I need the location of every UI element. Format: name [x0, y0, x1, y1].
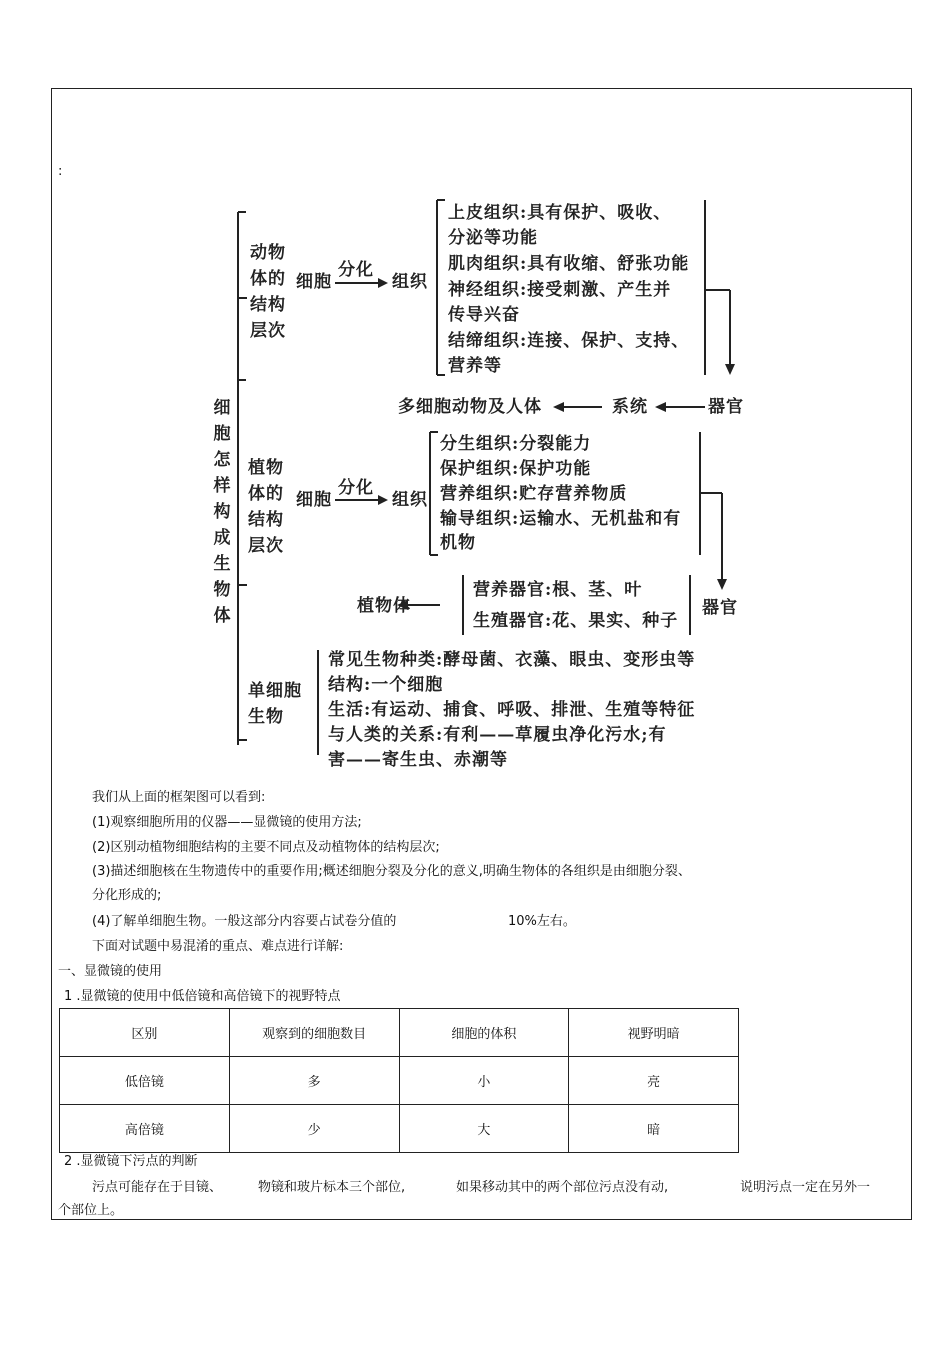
animal-tissue-line: 传导兴奋	[448, 305, 520, 325]
table-header-cell: 区别	[60, 1009, 230, 1057]
next-line: 下面对试题中易混淆的重点、难点进行详解:	[92, 939, 344, 954]
section-heading: 一、显微镜的使用	[58, 964, 163, 979]
table-header-cell: 细胞的体积	[399, 1009, 569, 1057]
point-3-cont: 分化形成的;	[92, 888, 162, 903]
plant-label: 植物体的结构层次	[248, 458, 284, 556]
plant-organ-line: 营养器官:根、茎、叶	[473, 580, 643, 600]
paragraph-part: 说明污点一定在另外一	[740, 1180, 871, 1195]
animal-label: 动物体的结构层次	[250, 243, 286, 341]
point-3: (3)描述细胞核在生物遗传中的重要作用;概述细胞分裂及分化的意义,明确生物体的各组织是由细胞分裂、	[92, 864, 691, 879]
plant-cell: 细胞	[296, 490, 332, 510]
animal-tissue-line: 营养等	[448, 356, 502, 376]
table-cell: 多	[229, 1057, 399, 1105]
table-header-cell: 视野明暗	[569, 1009, 739, 1057]
plant-organ-line: 生殖器官:花、果实、种子	[473, 611, 679, 631]
single-cell-line: 常见生物种类:酵母菌、衣藻、眼虫、变形虫等	[328, 650, 696, 670]
animal-tissue-line: 神经组织:接受刺激、产生并	[448, 280, 672, 300]
single-cell-line: 与人类的关系:有利——草履虫净化污水;有	[328, 725, 667, 745]
plant-result: 植物体	[357, 596, 411, 616]
plant-tissue-line: 机物	[440, 533, 476, 553]
point-4-value: 10%左右。	[508, 914, 576, 929]
table-cell: 低倍镜	[60, 1057, 230, 1105]
animal-tissue: 组织	[392, 272, 428, 292]
point-2: (2)区别动植物细胞结构的主要不同点及动植物体的结构层次;	[92, 840, 440, 855]
intro-text: 我们从上面的框架图可以看到:	[92, 790, 266, 805]
animal-tissue-line: 肌肉组织:具有收缩、舒张功能	[448, 254, 690, 274]
paragraph-part: 如果移动其中的两个部位污点没有动,	[456, 1180, 669, 1195]
animal-diff: 分化	[338, 260, 374, 280]
plant-organ: 器官	[702, 598, 738, 618]
table-header-row	[60, 1009, 739, 1057]
table-header-cell: 观察到的细胞数目	[229, 1009, 399, 1057]
plant-tissue-line: 分生组织:分裂能力	[440, 434, 592, 454]
plant-diff: 分化	[338, 478, 374, 498]
animal-cell: 细胞	[296, 272, 332, 292]
table-cell: 亮	[569, 1057, 739, 1105]
plant-tissue-line: 输导组织:运输水、无机盐和有	[440, 509, 682, 529]
single-cell-label: 单细胞生物	[248, 681, 302, 727]
plant-tissue: 组织	[392, 490, 428, 510]
colon-mark: :	[58, 164, 63, 179]
table-cell: 大	[399, 1105, 569, 1153]
paragraph-part: 污点可能存在于目镜、	[92, 1180, 223, 1195]
animal-tissue-line: 上皮组织:具有保护、吸收、	[448, 203, 672, 223]
plant-tissue-line: 保护组织:保护功能	[440, 459, 592, 479]
paragraph-part: 物镜和玻片标本三个部位,	[258, 1180, 406, 1195]
animal-system: 系统	[612, 397, 648, 417]
animal-result: 多细胞动物及人体	[398, 397, 542, 417]
animal-tissue-line: 分泌等功能	[448, 228, 538, 248]
table-cell: 小	[399, 1057, 569, 1105]
comparison-table	[59, 1008, 739, 1153]
point-4: (4)了解单细胞生物。一般这部分内容要占试卷分值的	[92, 914, 397, 929]
table-row	[60, 1105, 739, 1153]
animal-tissue-line: 结缔组织:连接、保护、支持、	[448, 331, 690, 351]
subheading-2: 2 .显微镜下污点的判断	[64, 1154, 198, 1169]
subheading-1: 1 .显微镜的使用中低倍镜和高倍镜下的视野特点	[64, 989, 341, 1004]
single-cell-line: 害——寄生虫、赤潮等	[328, 750, 508, 770]
root-label: 细胞怎样构成生物体	[213, 398, 231, 626]
table-cell: 高倍镜	[60, 1105, 230, 1153]
single-cell-line: 结构:一个细胞	[328, 675, 444, 695]
paragraph-end: 个部位上。	[58, 1203, 124, 1218]
table-row	[60, 1057, 739, 1105]
table-cell: 暗	[569, 1105, 739, 1153]
table-cell: 少	[229, 1105, 399, 1153]
single-cell-line: 生活:有运动、捕食、呼吸、排泄、生殖等特征	[328, 700, 696, 720]
plant-tissue-line: 营养组织:贮存营养物质	[440, 484, 628, 504]
animal-organ: 器官	[708, 397, 744, 417]
point-1: (1)观察细胞所用的仪器——显微镜的使用方法;	[92, 815, 362, 830]
